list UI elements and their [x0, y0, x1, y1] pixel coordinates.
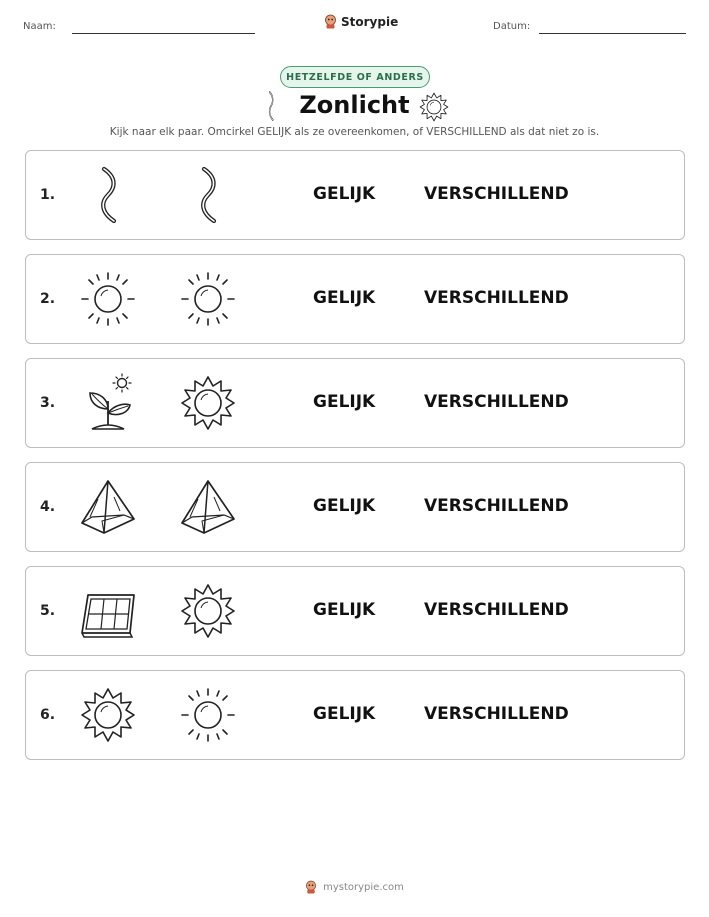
prism-icon [78, 477, 138, 537]
solar-panel-icon [78, 581, 138, 641]
option-different[interactable]: VERSCHILLEND [424, 704, 569, 724]
option-different[interactable]: VERSCHILLEND [424, 288, 569, 308]
row-number: 2. [40, 291, 56, 307]
row-number: 5. [40, 603, 56, 619]
option-different[interactable]: VERSCHILLEND [424, 496, 569, 516]
worksheet-header [0, 14, 709, 44]
squiggle-icon [78, 165, 138, 225]
exercise-row-5 [25, 566, 685, 656]
sunflower-sun-icon [178, 581, 238, 641]
date-label: Datum: [493, 21, 531, 32]
prism-icon [178, 477, 238, 537]
row-number: 4. [40, 499, 56, 515]
exercise-row-6 [25, 670, 685, 760]
exercise-row-4 [25, 462, 685, 552]
worksheet-type-badge: HETZELFDE OF ANDERS [280, 66, 430, 88]
squiggle-icon [178, 165, 238, 225]
date-field[interactable] [539, 33, 686, 34]
exercise-list [25, 150, 685, 774]
option-same[interactable]: GELIJK [313, 600, 376, 620]
row-number: 1. [40, 187, 56, 203]
option-same[interactable]: GELIJK [313, 392, 376, 412]
option-same[interactable]: GELIJK [313, 704, 376, 724]
sunflower-sun-icon [178, 373, 238, 433]
exercise-row-3 [25, 358, 685, 448]
sprout-icon [78, 373, 138, 433]
brand-logo [324, 14, 398, 29]
sun-icon [78, 269, 138, 329]
option-same[interactable]: GELIJK [313, 184, 376, 204]
sun-icon [178, 685, 238, 745]
option-different[interactable]: VERSCHILLEND [424, 184, 569, 204]
option-different[interactable]: VERSCHILLEND [424, 392, 569, 412]
name-field[interactable] [72, 33, 255, 34]
option-same[interactable]: GELIJK [313, 496, 376, 516]
storypie-mascot-icon [324, 14, 337, 29]
sunflower-sun-icon [418, 91, 450, 123]
row-number: 3. [40, 395, 56, 411]
sun-icon [178, 269, 238, 329]
exercise-row-1 [25, 150, 685, 240]
row-number: 6. [40, 707, 56, 723]
name-label: Naam: [23, 21, 56, 32]
sunflower-sun-icon [78, 685, 138, 745]
brand-name: Storypie [341, 14, 399, 29]
instructions-text: Kijk naar elk paar. Omcirkel GELIJK als ze overeenkomen, of VERSCHILLEND als dat niet zo is. [109, 126, 600, 138]
page-title: Zonlicht [299, 91, 410, 119]
option-same[interactable]: GELIJK [313, 288, 376, 308]
option-different[interactable]: VERSCHILLEND [424, 600, 569, 620]
storypie-mascot-icon [305, 880, 317, 894]
footer-url[interactable]: mystorypie.com [323, 881, 404, 893]
exercise-row-2 [25, 254, 685, 344]
footer [0, 880, 709, 894]
